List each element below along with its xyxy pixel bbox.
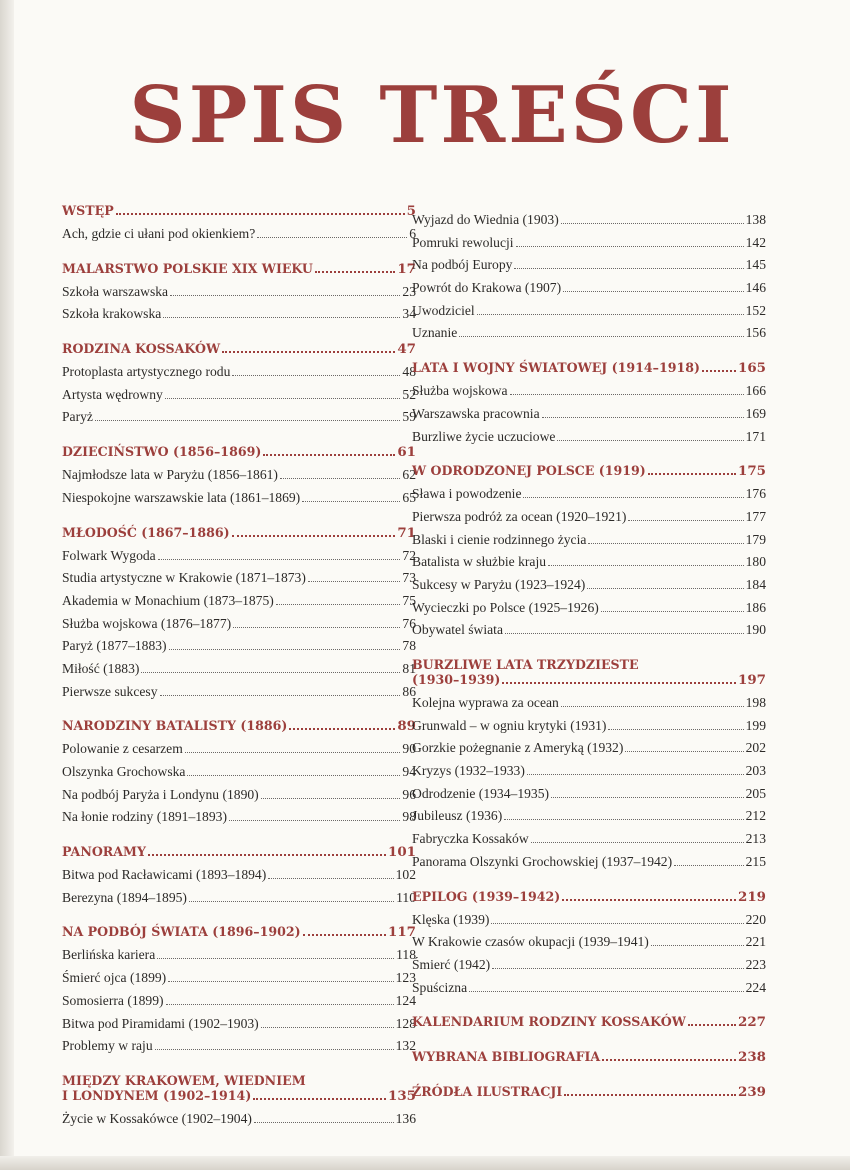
toc-entry-page: 34 (402, 306, 416, 322)
toc-entry (62, 638, 416, 661)
dot-leader (514, 268, 743, 269)
dot-leader (257, 237, 407, 238)
toc-entry-page: 65 (402, 489, 416, 505)
toc-entry-title: Gorzkie pożegnanie z Ameryką (1932) (412, 740, 624, 756)
toc-entry-title: Olszynka Grochowska (62, 764, 186, 779)
dot-leader (187, 775, 400, 776)
toc-section-title: KALENDARIUM RODZINY KOSSAKÓW (412, 1014, 686, 1030)
toc-section-title-cont: I LONDYNEM (1902–1914) (62, 1087, 252, 1103)
dot-leader (469, 991, 743, 992)
toc-entry (62, 809, 416, 832)
dot-leader (459, 336, 743, 337)
toc-entry (412, 486, 766, 509)
toc-entry-title: Protoplasta artystycznego rodu (62, 364, 231, 380)
toc-entry-page: 145 (745, 257, 766, 273)
dot-leader (502, 682, 736, 684)
dot-leader (185, 752, 401, 753)
dot-leader (516, 246, 744, 247)
toc-entry (412, 980, 766, 1003)
toc-entry-title: Problemy w raju (62, 1038, 153, 1054)
toc-entry-page: 203 (745, 763, 766, 779)
toc-entry (412, 622, 766, 645)
toc-entry-title: Pierwsze sukcesy (62, 683, 158, 699)
toc-entry (412, 429, 766, 452)
toc-entry-title: Bitwa pod Racławicami (1893–1894) (62, 867, 267, 883)
toc-entry-title: Bitwa pod Piramidami (1902–1903) (62, 1015, 259, 1031)
toc-section-heading (412, 1049, 766, 1072)
toc-entry-page: 118 (396, 947, 416, 963)
toc-entry-page: 62 (402, 467, 416, 483)
toc-entry (412, 808, 766, 831)
toc-section-page: 227 (738, 1014, 766, 1031)
toc-entry-title: Sukcesy w Paryżu (1923–1924) (412, 576, 586, 592)
toc-entry-title: Ach, gdzie ci ułani pod okienkiem? (62, 226, 256, 241)
toc-entry-title: Śmierć (1942) (412, 956, 491, 972)
toc-entry-page: 156 (745, 325, 766, 341)
dot-leader (564, 1094, 736, 1096)
dot-leader (648, 473, 736, 475)
toc-entry (62, 593, 416, 616)
toc-entry-title: Studia artystyczne w Krakowie (1871–1873) (62, 570, 306, 586)
toc-entry-page: 179 (745, 531, 766, 547)
toc-entry-title: Jubileusz (1936) (412, 808, 503, 824)
toc-entry (412, 325, 766, 348)
toc-entry-page: 72 (402, 547, 416, 563)
toc-entry (412, 957, 766, 980)
toc-section-title: BURZLIWE LATA TRZYDZIESTE (412, 657, 639, 672)
toc-section-page: 71 (397, 524, 416, 541)
dot-leader (280, 478, 400, 479)
toc-entry-title: Szkoła krakowska (62, 306, 162, 322)
toc-entry-page: 81 (402, 660, 416, 676)
dot-leader (527, 774, 744, 775)
toc-section-page: 5 (406, 203, 416, 219)
toc-entry-page: 132 (395, 1038, 416, 1054)
toc-section-heading (412, 1014, 766, 1037)
dot-leader (229, 820, 400, 821)
toc-entry (62, 490, 416, 513)
toc-entry-title: Niespokojne warszawskie lata (1861–1869) (62, 489, 301, 505)
toc-entry (62, 467, 416, 490)
toc-entry (62, 1111, 416, 1134)
toc-entry-title: Śmierć ojca (1899) (62, 970, 167, 986)
toc-entry-page: 199 (745, 717, 766, 733)
toc-entry (62, 548, 416, 571)
toc-entry (412, 831, 766, 854)
dot-leader (155, 1049, 394, 1050)
toc-section-heading (62, 261, 416, 284)
dot-leader (477, 314, 744, 315)
dot-leader (602, 1059, 736, 1061)
dot-leader (561, 706, 744, 707)
toc-section-line (62, 1088, 416, 1111)
dot-leader (492, 968, 743, 969)
toc-section-title: EPILOG (1939–1942) (412, 888, 561, 904)
toc-section-page: 17 (397, 260, 416, 277)
toc-entry-page: 213 (745, 831, 766, 847)
dot-leader (232, 375, 400, 376)
dot-leader (148, 854, 386, 856)
toc-entry-page: 110 (396, 889, 416, 905)
toc-entry (412, 740, 766, 763)
toc-entry-page: 221 (745, 934, 766, 950)
toc-entry (412, 577, 766, 600)
toc-entry (62, 993, 416, 1016)
toc-entry (412, 600, 766, 623)
toc-entry-page: 124 (395, 992, 416, 1008)
toc-entry-title: Życie w Kossakówce (1902–1904) (62, 1110, 252, 1126)
toc-entry-page: 202 (745, 740, 766, 756)
toc-entry-page: 190 (745, 622, 766, 638)
toc-section-heading (412, 657, 766, 695)
toc-entry (62, 570, 416, 593)
toc-entry (412, 509, 766, 532)
toc-section-title-cont: (1930–1939) (412, 672, 501, 687)
dot-leader (702, 370, 736, 372)
toc-entry (62, 970, 416, 993)
toc-entry (62, 947, 416, 970)
toc-section-title: MŁODOŚĆ (1867–1886) (62, 524, 230, 540)
toc-entry-title: Sława i powodzenie (412, 486, 522, 502)
dot-leader (674, 865, 743, 866)
toc-entry-title: Warszawska pracownia (412, 405, 540, 421)
dot-leader (189, 901, 394, 902)
dot-leader (308, 581, 401, 582)
toc-entry (62, 387, 416, 410)
toc-section-line (412, 672, 766, 695)
toc-entry (62, 409, 416, 432)
toc-entry-title: Obywatel świata (412, 622, 503, 638)
dot-leader (116, 213, 405, 215)
toc-entry-page: 78 (402, 638, 416, 654)
toc-entry-title: Berlińska kariera (62, 947, 156, 963)
toc-entry-title: Batalista w służbie kraju (412, 554, 547, 570)
dot-leader (157, 958, 394, 959)
toc-entry (62, 1016, 416, 1039)
dot-leader (531, 842, 744, 843)
toc-entry (62, 787, 416, 810)
toc-section-heading (412, 463, 766, 486)
dot-leader (170, 295, 400, 296)
toc-entry-title: Wycieczki po Polsce (1925–1926) (412, 599, 599, 615)
toc-entry-title: Fabryczka Kossaków (412, 831, 529, 847)
dot-leader (561, 223, 744, 224)
toc-entry-title: Klęska (1939) (412, 911, 490, 927)
dot-leader (263, 454, 395, 456)
dot-leader (588, 543, 743, 544)
toc-entry (412, 303, 766, 326)
toc-section-page: 89 (397, 718, 416, 735)
toc-section-heading (62, 924, 416, 947)
toc-entry-page: 177 (745, 508, 766, 524)
toc-entry-page: 220 (745, 911, 766, 927)
dot-leader (253, 1098, 386, 1100)
toc-entry-page: 102 (395, 867, 416, 883)
toc-entry-title: Najmłodsze lata w Paryżu (1856–1861) (62, 467, 278, 483)
dot-leader (587, 588, 743, 589)
toc-section-page: 135 (388, 1087, 416, 1104)
toc-entry (412, 532, 766, 555)
toc-entry-page: 90 (402, 741, 416, 757)
toc-entry (412, 912, 766, 935)
toc-entry-page: 6 (409, 226, 416, 241)
toc-section-heading (412, 360, 766, 383)
toc-left-column (62, 203, 416, 1134)
toc-section-title: PANORAMY (62, 844, 146, 860)
toc-entry-page: 198 (745, 695, 766, 710)
toc-entry-page: 142 (745, 234, 766, 250)
toc-entry (62, 364, 416, 387)
toc-entry (412, 554, 766, 577)
toc-right-column (412, 212, 766, 1107)
dot-leader (505, 633, 744, 634)
toc-entry-title: Powrót do Krakowa (1907) (412, 280, 562, 296)
toc-entry-page: 171 (745, 428, 766, 444)
toc-entry-page: 169 (745, 405, 766, 421)
toc-section-title: ŹRÓDŁA ILUSTRACJI (412, 1084, 563, 1100)
toc-entry-title: Na łonie rodziny (1891–1893) (62, 809, 227, 825)
dot-leader (551, 797, 744, 798)
toc-section-heading (62, 1073, 416, 1111)
dot-leader (254, 1122, 394, 1123)
dot-leader (315, 271, 395, 273)
toc-entry-title: Somosierra (1899) (62, 992, 164, 1008)
page-edge (0, 1156, 850, 1170)
toc-entry-title: Służba wojskowa (412, 383, 508, 399)
toc-entry-page: 86 (402, 683, 416, 699)
dot-leader (141, 672, 400, 673)
dot-leader (289, 728, 395, 730)
toc-entry-title: Berezyna (1894–1895) (62, 889, 187, 905)
dot-leader (169, 649, 401, 650)
toc-entry (62, 226, 416, 249)
toc-entry-page: 123 (395, 970, 416, 986)
dot-leader (95, 420, 400, 421)
dot-leader (504, 819, 743, 820)
toc-section-title: RODZINA KOSSAKÓW (62, 341, 221, 357)
dot-leader (168, 981, 393, 982)
dot-leader (222, 351, 395, 353)
toc-entry-page: 205 (745, 785, 766, 801)
toc-entry-title: Odrodzenie (1934–1935) (412, 785, 550, 801)
dot-leader (625, 751, 743, 752)
toc-entry-title: Blaski i cienie rodzinnego życia (412, 531, 587, 547)
dot-leader (688, 1024, 736, 1026)
dot-leader (268, 878, 393, 879)
dot-leader (651, 945, 744, 946)
toc-section-page: 165 (738, 360, 766, 377)
toc-section-title: WSTĘP (62, 203, 114, 218)
toc-entry-title: Uznanie (412, 325, 458, 341)
toc-entry-page: 223 (745, 956, 766, 972)
toc-section-title: WYBRANA BIBLIOGRAFIA (412, 1049, 601, 1065)
dot-leader (302, 501, 400, 502)
toc-entry-page: 73 (402, 570, 416, 586)
toc-entry-title: Kolejna wyprawa za ocean (412, 695, 559, 710)
toc-entry-title: Burzliwe życie uczuciowe (412, 428, 556, 444)
toc-entry-page: 215 (745, 853, 766, 869)
dot-leader (563, 291, 743, 292)
toc-entry-title: Kryzys (1932–1933) (412, 763, 525, 779)
toc-entry (62, 684, 416, 707)
dot-leader (562, 899, 736, 901)
toc-section-page: 101 (388, 844, 416, 861)
toc-section-heading (412, 889, 766, 912)
toc-section-heading (412, 1084, 766, 1107)
toc-entry-title: Na podbój Europy (412, 257, 513, 273)
toc-entry-page: 48 (402, 364, 416, 380)
toc-entry-title: Szkoła warszawska (62, 283, 169, 299)
toc-entry-page: 128 (395, 1015, 416, 1031)
toc-entry-title: Na podbój Paryża i Londynu (1890) (62, 786, 259, 802)
dot-leader (557, 440, 743, 441)
toc-entry-title: Pierwsza podróż za ocean (1920–1921) (412, 508, 627, 524)
toc-entry (62, 764, 416, 787)
toc-entry-page: 96 (402, 786, 416, 802)
toc-entry-page: 138 (745, 212, 766, 227)
toc-entry (62, 1038, 416, 1061)
toc-entry-page: 166 (745, 383, 766, 399)
toc-entry-title: W Krakowie czasów okupacji (1939–1941) (412, 934, 649, 950)
dot-leader (510, 394, 744, 395)
toc-entry-title: Miłość (1883) (62, 660, 140, 676)
dot-leader (601, 611, 744, 612)
toc-entry (412, 854, 766, 877)
page-title: SPIS TREŚCI (129, 70, 735, 161)
toc-entry-title: Uwodziciel (412, 302, 475, 318)
toc-entry-title: Paryż (62, 409, 93, 425)
toc-entry (412, 257, 766, 280)
toc-section-page: 239 (738, 1084, 766, 1101)
toc-entry (62, 867, 416, 890)
toc-entry-title: Wyjazd do Wiednia (1903) (412, 212, 559, 227)
toc-entry-title: Służba wojskowa (1876–1877) (62, 615, 232, 631)
dot-leader (542, 417, 744, 418)
toc-section-heading (62, 341, 416, 364)
toc-section-title: DZIECIŃSTWO (1856–1869) (62, 444, 262, 460)
toc-section-title: W ODRODZONEJ POLSCE (1919) (412, 463, 646, 479)
toc-entry-title: Polowanie z cesarzem (62, 741, 183, 757)
toc-section-title: LATA I WOJNY ŚWIATOWEJ (1914–1918) (412, 360, 700, 376)
dot-leader (261, 1027, 394, 1028)
toc-entry-title: Panorama Olszynki Grochowskiej (1937–1942) (412, 853, 673, 869)
toc-section-page: 175 (738, 463, 766, 480)
book-spine (0, 0, 14, 1170)
dot-leader (523, 497, 743, 498)
toc-section-page: 238 (738, 1049, 766, 1066)
toc-section-title: NA PODBÓJ ŚWIATA (1896–1902) (62, 924, 301, 940)
toc-entry (412, 786, 766, 809)
toc-entry-page: 94 (402, 764, 416, 779)
dot-leader (628, 520, 743, 521)
toc-entry-page: 52 (402, 386, 416, 402)
toc-entry-page: 184 (745, 576, 766, 592)
toc-entry (412, 763, 766, 786)
toc-entry-page: 212 (745, 808, 766, 824)
toc-section-heading (62, 525, 416, 548)
dot-leader (166, 1004, 394, 1005)
dot-leader (165, 398, 401, 399)
toc-section-page: 47 (397, 341, 416, 358)
toc-entry-page: 146 (745, 280, 766, 296)
toc-entry-title: Pomruki rewolucji (412, 234, 514, 250)
toc-entry-page: 59 (402, 409, 416, 425)
dot-leader (233, 627, 400, 628)
dot-leader (158, 559, 401, 560)
toc-section-title: MIĘDZY KRAKOWEM, WIEDNIEM (62, 1072, 306, 1088)
toc-section-page: 197 (738, 672, 766, 688)
toc-entry (412, 383, 766, 406)
dot-leader (608, 729, 743, 730)
toc-entry (62, 616, 416, 639)
toc-entry (412, 212, 766, 235)
toc-entry-title: Paryż (1877–1883) (62, 638, 167, 654)
toc-entry-title: Spuścizna (412, 979, 468, 995)
toc-section-heading (62, 203, 416, 226)
toc-entry (412, 718, 766, 741)
toc-section-heading (62, 444, 416, 467)
toc-entry (412, 934, 766, 957)
toc-section-heading (62, 718, 416, 741)
toc-entry-title: Akademia w Monachium (1873–1875) (62, 592, 274, 608)
toc-entry (412, 235, 766, 258)
toc-entry-title: Folwark Wygoda (62, 547, 156, 563)
toc-entry (62, 661, 416, 684)
toc-entry-page: 176 (745, 486, 766, 502)
dot-leader (491, 923, 743, 924)
toc-entry-title: Grunwald – w ogniu krytyki (1931) (412, 717, 607, 733)
toc-entry (62, 284, 416, 307)
toc-entry-title: Artysta wędrowny (62, 386, 163, 402)
toc-entry-page: 136 (395, 1110, 416, 1126)
toc-entry (412, 280, 766, 303)
toc-entry-page: 23 (402, 283, 416, 299)
toc-entry-page: 76 (402, 615, 416, 631)
toc-section-heading (62, 844, 416, 867)
toc-entry (62, 306, 416, 329)
dot-leader (303, 934, 386, 936)
toc-entry-page: 75 (402, 592, 416, 608)
dot-leader (548, 565, 744, 566)
toc-entry-page: 98 (402, 809, 416, 825)
toc-section-page: 117 (388, 924, 416, 941)
toc-section-page: 61 (397, 444, 416, 461)
toc-entry-page: 152 (745, 302, 766, 318)
dot-leader (276, 604, 401, 605)
dot-leader (232, 535, 396, 537)
toc-entry (62, 890, 416, 913)
toc-section-page: 219 (738, 888, 766, 905)
toc-entry-page: 180 (745, 554, 766, 570)
toc-entry-page: 186 (745, 599, 766, 615)
toc-entry (62, 741, 416, 764)
dot-leader (160, 695, 401, 696)
dot-leader (261, 798, 401, 799)
toc-entry (412, 695, 766, 718)
toc-entry (412, 406, 766, 429)
dot-leader (163, 317, 400, 318)
toc-entry-page: 224 (745, 979, 766, 995)
toc-section-title: MALARSTWO POLSKIE XIX WIEKU (62, 260, 313, 276)
toc-section-title: NARODZINY BATALISTY (1886) (62, 718, 288, 734)
